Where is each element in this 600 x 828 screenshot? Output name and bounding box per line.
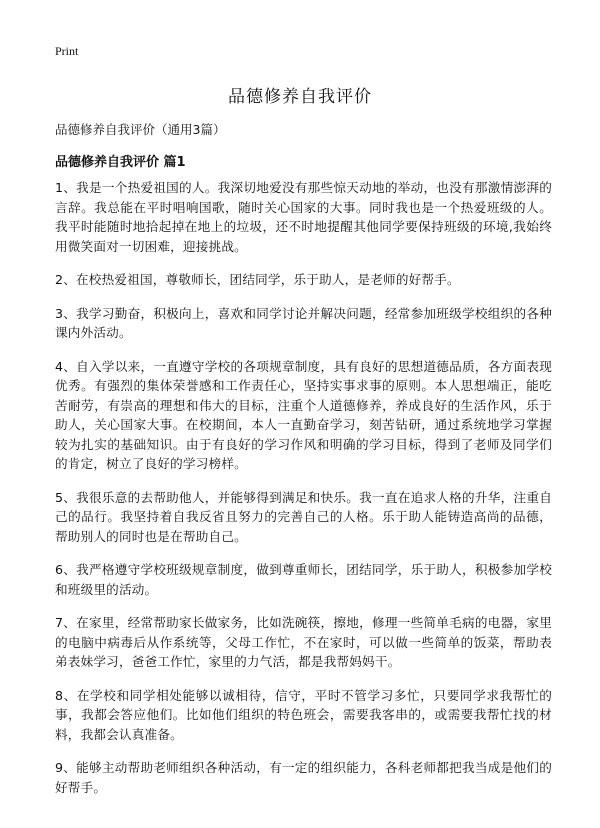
paragraph-7: 7、在家里，经常帮助家长做家务，比如洗碗筷，擦地，修理一些简单毛病的电器，家里的电脑中病毒后从作系统等，父母工作忙，不在家时，可以做一些简单的饭菜，帮助表弟表妹学习，爸爸工作忙，家里的力气活，都是我帮妈妈干。	[55, 615, 552, 669]
document-body	[55, 178, 552, 811]
paragraph-2: 2、在校热爱祖国，尊敬师长，团结同学，乐于助人，是老师的好帮手。	[55, 272, 460, 287]
paragraph-4: 4、自入学以来，一直遵守学校的各项规章制度，具有良好的思想道德品质，各方面表现优秀。有强烈的集体荣誉感和工作责任心，坚持实事求事的原则。本人思想端正，能吃苦耐劳，有崇高的理想和伟大的目标，注重个人道德修养，养成良好的生活作风，乐于助人，关心国家大事。在校期间，本人一直勤奋学习，刻苦钻研，通过系统地学习掌握较为扎实的基础知识。由于有良好的学习作风和明确的学习目标，得到了老师及同学们的肯定，树立了良好的学习榜样。	[55, 358, 552, 471]
paragraph-1: 1、我是一个热爱祖国的人。我深切地爱没有那些惊天动地的举动，也没有那激情澎湃的言辞。我总能在平时唱响国歌，随时关心国家的大事。同时我也是一个热爱班级的人。我平时能随时地拾起掉在地上的垃圾，还不时地提醒其他同学要保持班级的环境,我始终用微笑面对一切困难，迎接挑战。	[55, 180, 552, 254]
print-link[interactable]: Print	[55, 44, 79, 58]
paragraph-5: 5、我很乐意的去帮助他人，并能够得到满足和快乐。我一直在追求人格的升华，注重自己的品行。我坚持着自我反省且努力的完善自己的人格。乐于助人能铸造高尚的品德，帮助别人的同时也是在帮助自己。	[55, 489, 552, 544]
paragraph-3: 3、我学习勤奋，积极向上，喜欢和同学讨论并解决问题，经常参加班级学校组织的各种课内外活动。	[55, 305, 552, 340]
paragraph-9: 9、能够主动帮助老师组织各种活动，有一定的组织能力，各科老师都把我当成是他们的好帮手。	[55, 760, 552, 795]
page-title: 品德修养自我评价	[228, 87, 372, 107]
paragraph-6: 6、我严格遵守学校班级规章制度，做到尊重师长，团结同学，乐于助人，积极参加学校和班级里的活动。	[55, 562, 552, 597]
section-heading: 品德修养自我评价 篇1	[55, 155, 186, 170]
document-subtitle: 品德修养自我评价（通用3篇）	[55, 122, 226, 137]
paragraph-8: 8、在学校和同学相处能够以诚相待，信守，平时不管学习多忙，只要同学求我帮忙的事，我都会答应他们。比如他们组织的特色班会，需要我客串的，或需要我帮忙找的材料，我都会认真准备。	[55, 687, 552, 742]
